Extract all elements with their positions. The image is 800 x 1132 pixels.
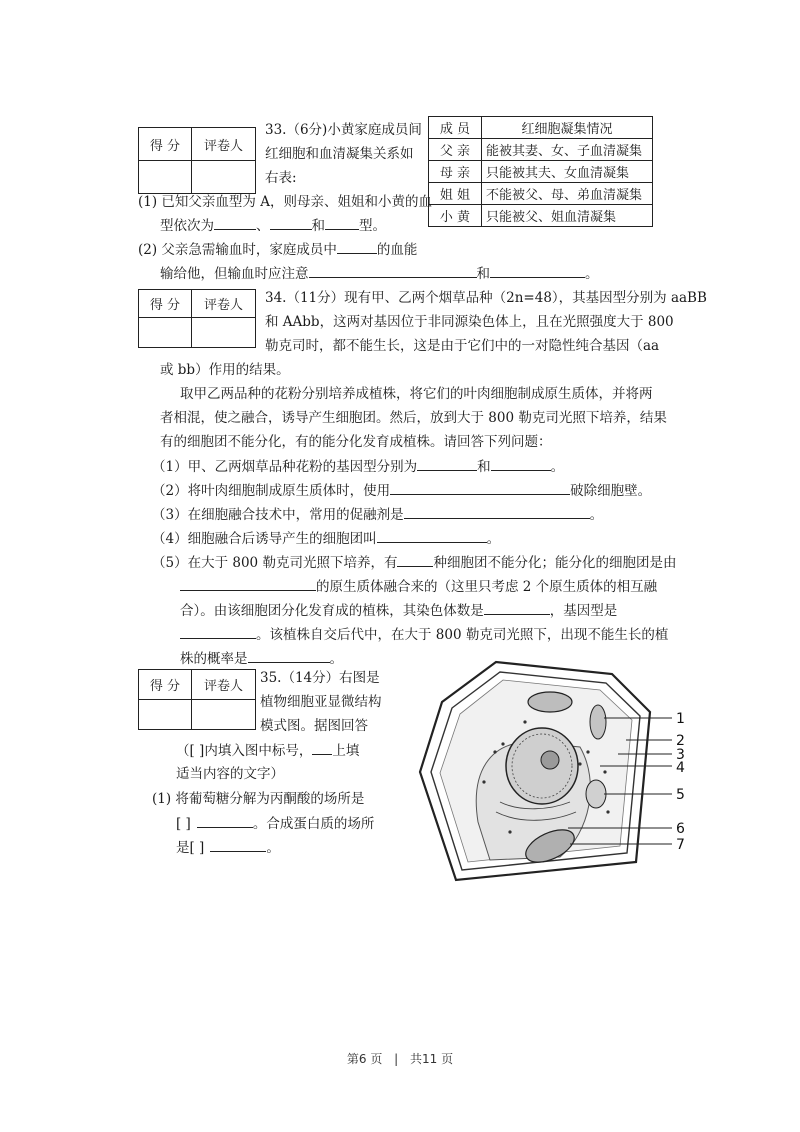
figure-label: 4 xyxy=(676,760,685,776)
text: (2) 父亲急需输血时，家庭成员中 xyxy=(138,242,337,258)
text: 型依次为 xyxy=(160,218,214,234)
answer-blank[interactable] xyxy=(214,215,256,230)
nucleolus xyxy=(541,751,559,769)
grader-label: 评卷人 xyxy=(192,128,256,161)
q35-part1-line2 xyxy=(176,813,374,834)
q33-part2-line2 xyxy=(160,263,599,284)
blood-agglutination-table xyxy=(428,116,653,227)
answer-blank[interactable] xyxy=(397,552,433,567)
text: 。 xyxy=(266,840,280,856)
q34-part5-line4 xyxy=(180,624,668,645)
page-footer xyxy=(0,1050,800,1067)
answer-blank[interactable] xyxy=(248,648,330,663)
answer-blank[interactable] xyxy=(337,239,377,254)
text: 上填 xyxy=(332,743,360,759)
mitochondrion xyxy=(590,705,606,739)
score-label: 得 分 xyxy=(139,290,192,318)
figure-label: 6 xyxy=(676,821,685,837)
grader-label: 评卷人 xyxy=(192,290,256,318)
answer-blank[interactable] xyxy=(390,480,570,495)
answer-blank[interactable] xyxy=(490,263,585,278)
golgi-body xyxy=(586,780,606,808)
q34-header-line2: 和 AAbb，这两对基因位于非同源染色体上，且在光照强度大于 800 xyxy=(265,314,674,330)
text: （2）将叶肉细胞制成原生质体时，使用 xyxy=(152,483,391,499)
table-row xyxy=(429,139,653,161)
text: （4）细胞融合后诱导产生的细胞团叫 xyxy=(152,531,377,547)
figure-labels xyxy=(676,711,685,853)
q34-part3 xyxy=(152,504,603,525)
table-cell-member: 小 黄 xyxy=(429,205,482,227)
score-label: 得 分 xyxy=(139,670,192,700)
text: ，基因型是 xyxy=(549,603,618,619)
q35-part1-line3 xyxy=(176,837,280,858)
q33-header-line1: 33.（6分)小黄家庭成员间 xyxy=(265,122,422,138)
text: [ ] xyxy=(176,816,191,832)
text: （1）甲、乙两烟草品种花粉的基因型分别为 xyxy=(152,459,418,475)
q33-part1-line1: (1) 已知父亲血型为 A，则母亲、姐姐和小黄的血 xyxy=(138,194,432,210)
table-cell-status: 能被其妻、女、子血清凝集 xyxy=(482,139,653,161)
answer-blank[interactable] xyxy=(210,837,266,852)
q34-part5-line5 xyxy=(180,648,343,669)
answer-blank[interactable] xyxy=(270,215,312,230)
text: 的血能 xyxy=(376,242,418,258)
answer-blank xyxy=(312,740,332,755)
page-number: 第6 页 xyxy=(346,1052,383,1066)
text: 。 xyxy=(589,507,604,523)
score-label: 得 分 xyxy=(139,128,192,161)
text: 。 xyxy=(486,531,501,547)
score-cell[interactable] xyxy=(139,700,192,730)
answer-blank[interactable] xyxy=(197,813,253,828)
answer-blank[interactable] xyxy=(325,215,359,230)
q34-header-line3: 勒克司时，都不能生长，这是由于它们中的一对隐性纯合基因（aa xyxy=(265,338,660,354)
score-cell[interactable] xyxy=(139,161,192,194)
table-cell-member: 姐 姐 xyxy=(429,183,482,205)
q33-part1-line2 xyxy=(160,215,386,236)
q34-header-line4: 或 bb）作用的结果。 xyxy=(160,362,290,378)
text: 输给他，但输血时应注意 xyxy=(160,266,309,282)
text: 的原生质体融合来的（这里只考虑 2 个原生质体的相互融 xyxy=(316,579,658,595)
figure-label: 7 xyxy=(676,837,685,853)
text: 合）。由该细胞团分化发育成的植株，其染色体数是 xyxy=(180,603,484,619)
text: 。 xyxy=(585,266,599,282)
q33-part2-line1 xyxy=(138,239,417,260)
table-cell-member: 母 亲 xyxy=(429,161,482,183)
answer-blank[interactable] xyxy=(180,576,316,591)
score-box-q33 xyxy=(138,127,256,194)
answer-blank[interactable] xyxy=(491,456,551,471)
text: 型。 xyxy=(359,218,386,234)
grader-cell[interactable] xyxy=(192,318,256,348)
text: 破除细胞壁。 xyxy=(570,483,652,499)
grader-cell[interactable] xyxy=(192,700,256,730)
q34-part5-line3 xyxy=(180,600,617,621)
answer-blank[interactable] xyxy=(377,528,487,543)
answer-blank[interactable] xyxy=(484,600,550,615)
answer-blank[interactable] xyxy=(180,624,256,639)
text: 和 xyxy=(476,266,490,282)
text: 和 xyxy=(477,459,491,475)
table-header-status: 红细胞凝集情况 xyxy=(482,117,653,139)
table-cell-member: 父 亲 xyxy=(429,139,482,161)
nucleus xyxy=(506,728,578,804)
q33-header-line3: 右表: xyxy=(265,170,297,186)
q35-header-line2: 植物细胞亚显微结构 xyxy=(260,694,382,710)
text: 。 xyxy=(550,459,565,475)
table-row xyxy=(429,183,653,205)
q34-part5-line1 xyxy=(152,552,676,573)
text: （3）在细胞融合技术中，常用的促融剂是 xyxy=(152,507,404,523)
text: 。 xyxy=(329,651,343,667)
table-row xyxy=(429,205,653,227)
table-header-member: 成 员 xyxy=(429,117,482,139)
text: 种细胞团不能分化；能分化的细胞团是由 xyxy=(433,555,677,571)
table-cell-status: 只能被父、姐血清凝集 xyxy=(482,205,653,227)
score-cell[interactable] xyxy=(139,318,192,348)
q35-part1-line1: (1) 将葡萄糖分解为丙酮酸的场所是 xyxy=(152,791,365,807)
q35-note-line1 xyxy=(176,740,359,761)
answer-blank[interactable] xyxy=(309,263,477,278)
q34-part4 xyxy=(152,528,500,549)
text: 、 xyxy=(256,218,270,234)
text: 是[ ] xyxy=(176,840,205,856)
text: 株的概率是 xyxy=(180,651,248,667)
answer-blank[interactable] xyxy=(417,456,477,471)
text: 。合成蛋白质的场所 xyxy=(252,816,375,832)
table-cell-status: 只能被其夫、女血清凝集 xyxy=(482,161,653,183)
table-row xyxy=(429,161,653,183)
page-total: 共11 页 xyxy=(410,1052,454,1066)
q34-part2 xyxy=(152,480,651,501)
q34-intro-line3: 有的细胞团不能分化，有的能分化发育成植株。请回答下列问题： xyxy=(160,434,552,450)
q35-header-line1: 35.（14分）右图是 xyxy=(260,670,380,686)
grader-label: 评卷人 xyxy=(192,670,256,700)
chloroplast xyxy=(528,692,572,712)
answer-blank[interactable] xyxy=(404,504,590,519)
q34-header-line1: 34.（11分）现有甲、乙两个烟草品种（2n=48），其基因型分别为 aaBB xyxy=(265,290,707,306)
table-cell-status: 不能被父、母、弟血清凝集 xyxy=(482,183,653,205)
grader-cell[interactable] xyxy=(192,161,256,194)
q34-part1 xyxy=(152,456,564,477)
q34-intro-line2: 者相混，使之融合，诱导产生细胞团。然后，放到大于 800 勒克司光照下培养，结果 xyxy=(160,410,667,426)
text: （5）在大于 800 勒克司光照下培养，有 xyxy=(152,555,398,571)
text: （[ ]内填入图中标号， xyxy=(176,743,313,759)
q34-part5-line2 xyxy=(180,576,657,597)
q35-header-line3: 模式图。据图回答 xyxy=(260,718,368,734)
q35-note-line2: 适当内容的文字） xyxy=(176,766,284,782)
plant-cell-diagram xyxy=(400,652,700,892)
q33-header-line2: 红细胞和血清凝集关系如 xyxy=(265,146,414,162)
text: 。该植株自交后代中，在大于 800 勒克司光照下，出现不能生长的植 xyxy=(256,627,669,643)
footer-separator: | xyxy=(394,1052,399,1066)
q34-intro-line1: 取甲乙两品种的花粉分别培养成植株，将它们的叶肉细胞制成原生质体，并将两 xyxy=(180,386,653,402)
score-box-q34 xyxy=(138,289,256,348)
figure-label: 1 xyxy=(676,711,685,727)
figure-label: 5 xyxy=(676,787,685,803)
figure-label: 2 xyxy=(676,733,685,749)
text: 和 xyxy=(311,218,325,234)
score-box-q35 xyxy=(138,669,256,730)
figure-label: 3 xyxy=(676,747,685,763)
